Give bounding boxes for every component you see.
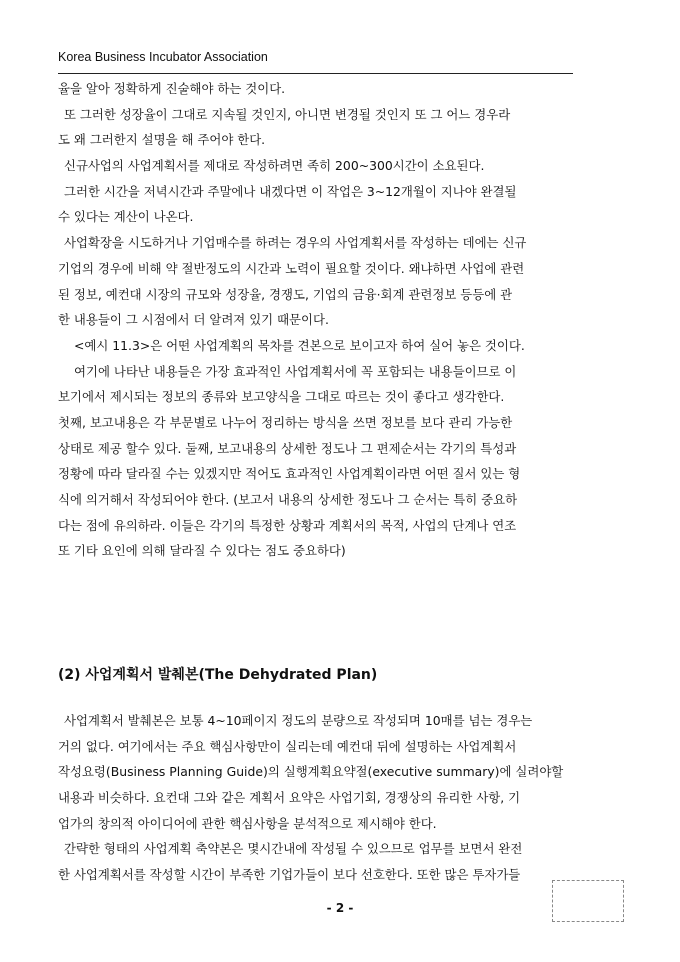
text-line: 또 기타 요인에 의해 달라질 수 있다는 점도 중요하다) [58, 543, 346, 559]
page-number: - 2 - [326, 901, 354, 915]
text-line: 또 그러한 성장율이 그대로 지속될 것인지, 아니면 변경될 것인지 또 그 어느 경우라 [64, 106, 511, 122]
text-line: 사업계획서 발췌본은 보통 4~10페이지 정도의 분량으로 작성되며 10매를 넘는 경우는 [64, 713, 533, 728]
text-line: 첫째, 보고내용은 각 부문별로 나누어 정리하는 방식을 쓰면 정보를 보다 관리 가능한 [58, 414, 513, 430]
text-line: 도 왜 그러한지 설명을 해 주어야 한다. [58, 132, 266, 148]
text-line: 정황에 따라 달라질 수는 있겠지만 적어도 효과적인 사업계획이라면 어떤 질서 있는 형 [58, 466, 521, 482]
text-line: 그러한 시간을 저녁시간과 주말에나 내겠다면 이 작업은 3~12개월이 지나야 완결될 [64, 183, 517, 199]
text-line: <예시 11.3>은 어떤 사업계획의 목차를 견본으로 보이고자 하여 실어 놓은 것이다. [74, 337, 525, 353]
running-header: Korea Business Incubator Association [58, 50, 268, 64]
text-line: 된 정보, 예컨대 시장의 규모와 성장율, 경쟁도, 기업의 금융·회계 관련정보 등등에 관 [58, 286, 513, 302]
text-line: 기업의 경우에 비해 약 절반정도의 시간과 노력이 필요할 것이다. 왜냐하면 사업에 관련 [58, 260, 525, 276]
text-line: 사업확장을 시도하거나 기업매수를 하려는 경우의 사업계획서를 작성하는 데에는 신규 [64, 235, 527, 251]
text-line: 율을 알아 정확하게 진술해야 하는 것이다. [58, 81, 286, 96]
text-line: 간략한 형태의 사업계획 축약본은 몇시간내에 작성될 수 있으므로 업무를 보면서 완전 [64, 841, 523, 857]
text-line: 식에 의거해서 작성되어야 한다. (보고서 내용의 상세한 정도나 그 순서는 특히 중요하 [58, 492, 518, 507]
text-line: 여기에 나타난 내용들은 가장 효과적인 사업계획서에 꼭 포함되는 내용들이므로 이 [74, 363, 517, 379]
text-line: 내용과 비슷하다. 요컨대 그와 같은 계획서 요약은 사업기회, 경쟁상의 유리한 사항, 기 [58, 790, 521, 806]
text-line: 상태로 제공 할수 있다. 둘째, 보고내용의 상세한 정도나 그 편제순서는 각기의 특성과 [58, 440, 517, 456]
text-line: 보기에서 제시되는 정보의 종류와 보고양식을 그대로 따르는 것이 좋다고 생각한다. [58, 389, 505, 405]
header-rule [58, 73, 573, 74]
text-line: 거의 없다. 여기에서는 주요 핵심사항만이 실리는데 예컨대 뒤에 설명하는 사업계획서 [58, 738, 517, 754]
body-text-bottom [58, 708, 625, 888]
text-line: 다는 점에 유의하라. 이들은 각기의 특정한 상황과 계획서의 목적, 사업의 단계나 연조 [58, 517, 517, 533]
text-line: 업가의 창의적 아이디어에 관한 핵심사항을 분석적으로 제시해야 한다. [58, 815, 437, 831]
text-line: 작성요령(Business Planning Guide)의 실행계획요약절(executive summary)에 실려야할 [58, 764, 564, 780]
section-heading: (2) 사업계획서 발췌본(The Dehydrated Plan) [58, 667, 378, 683]
text-line: 한 사업계획서를 작성할 시간이 부족한 기업가들이 보다 선호한다. 또한 많은 투자가들 [58, 867, 521, 883]
text-line: 신규사업의 사업계획서를 제대로 작성하려면 족히 200~300시간이 소요된다. [64, 158, 485, 174]
body-text-top [58, 76, 625, 564]
text-line: 수 있다는 계산이 나온다. [58, 209, 194, 225]
text-line: 한 내용들이 그 시점에서 더 알려져 있기 때문이다. [58, 312, 329, 328]
